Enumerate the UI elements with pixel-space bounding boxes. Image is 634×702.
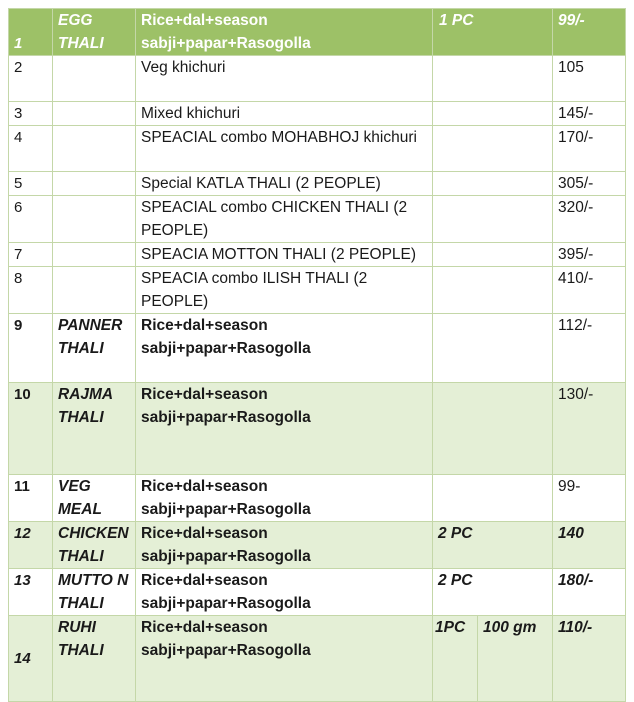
item-quantity xyxy=(433,126,553,172)
item-name xyxy=(53,56,136,102)
item-quantity xyxy=(433,383,553,475)
item-quantity: 2 PC xyxy=(433,569,553,616)
table-row xyxy=(9,243,626,267)
table-row xyxy=(9,196,626,243)
item-description: SPEACIA combo ILISH THALI (2 PEOPLE) xyxy=(136,267,433,314)
item-name xyxy=(53,196,136,243)
item-price: 99- xyxy=(553,475,626,522)
item-description: SPEACIA MOTTON THALI (2 PEOPLE) xyxy=(136,243,433,267)
item-quantity xyxy=(433,56,553,102)
item-price: 410/- xyxy=(553,267,626,314)
item-description: Rice+dal+season sabji+papar+Rasogolla xyxy=(136,522,433,569)
item-price: 170/- xyxy=(553,126,626,172)
item-description: Rice+dal+season sabji+papar+Rasogolla xyxy=(136,616,433,702)
item-description: Rice+dal+season sabji+papar+Rasogolla xyxy=(136,569,433,616)
item-price: 320/- xyxy=(553,196,626,243)
item-number: 11 xyxy=(9,475,53,522)
item-price: 110/- xyxy=(553,616,626,702)
item-description: SPEACIAL combo MOHABHOJ khichuri xyxy=(136,126,433,172)
table-row xyxy=(9,126,626,172)
item-number: 5 xyxy=(9,172,53,196)
item-name xyxy=(53,243,136,267)
item-price: 99/- xyxy=(553,9,626,56)
item-quantity: 1PC xyxy=(433,616,478,702)
item-quantity: 1 PC xyxy=(433,9,553,56)
item-number: 2 xyxy=(9,56,53,102)
table-row xyxy=(9,9,626,56)
item-number: 10 xyxy=(9,383,53,475)
item-name xyxy=(53,102,136,126)
item-number: 12 xyxy=(9,522,53,569)
item-description: Mixed khichuri xyxy=(136,102,433,126)
table-row xyxy=(9,569,626,616)
item-number: 13 xyxy=(9,569,53,616)
item-name xyxy=(53,172,136,196)
item-number: 9 xyxy=(9,314,53,383)
item-description: Rice+dal+season sabji+papar+Rasogolla xyxy=(136,475,433,522)
item-name: CHICKEN THALI xyxy=(53,522,136,569)
item-description: Veg khichuri xyxy=(136,56,433,102)
item-number: 7 xyxy=(9,243,53,267)
item-description: Special KATLA THALI (2 PEOPLE) xyxy=(136,172,433,196)
table-row xyxy=(9,172,626,196)
item-quantity: 2 PC xyxy=(433,522,553,569)
item-name: RAJMA THALI xyxy=(53,383,136,475)
item-description: Rice+dal+season sabji+papar+Rasogolla xyxy=(136,9,433,56)
table-row xyxy=(9,616,626,702)
table-row xyxy=(9,56,626,102)
item-price: 145/- xyxy=(553,102,626,126)
menu-table xyxy=(8,8,626,702)
item-description: Rice+dal+season sabji+papar+Rasogolla xyxy=(136,383,433,475)
item-price: 105 xyxy=(553,56,626,102)
item-name: VEG MEAL xyxy=(53,475,136,522)
item-description: SPEACIAL combo CHICKEN THALI (2 PEOPLE) xyxy=(136,196,433,243)
table-row xyxy=(9,267,626,314)
item-quantity xyxy=(433,196,553,243)
table-row xyxy=(9,314,626,383)
table-row xyxy=(9,102,626,126)
item-quantity xyxy=(433,267,553,314)
item-price: 130/- xyxy=(553,383,626,475)
item-price: 180/- xyxy=(553,569,626,616)
item-number: 14 xyxy=(9,616,53,702)
item-price: 395/- xyxy=(553,243,626,267)
item-price: 112/- xyxy=(553,314,626,383)
item-name xyxy=(53,267,136,314)
item-quantity xyxy=(433,475,553,522)
item-name: PANNER THALI xyxy=(53,314,136,383)
table-row xyxy=(9,522,626,569)
table-row xyxy=(9,383,626,475)
table-row xyxy=(9,475,626,522)
item-quantity xyxy=(433,102,553,126)
item-price: 140 xyxy=(553,522,626,569)
item-description: Rice+dal+season sabji+papar+Rasogolla xyxy=(136,314,433,383)
item-name xyxy=(53,126,136,172)
item-number: 4 xyxy=(9,126,53,172)
item-weight: 100 gm xyxy=(478,616,553,702)
item-quantity xyxy=(433,172,553,196)
item-number: 1 xyxy=(9,9,53,56)
item-quantity xyxy=(433,243,553,267)
item-quantity xyxy=(433,314,553,383)
item-name: RUHI THALI xyxy=(53,616,136,702)
item-price: 305/- xyxy=(553,172,626,196)
item-number: 6 xyxy=(9,196,53,243)
item-name: MUTTO N THALI xyxy=(53,569,136,616)
item-number: 3 xyxy=(9,102,53,126)
item-name: EGG THALI xyxy=(53,9,136,56)
item-number: 8 xyxy=(9,267,53,314)
